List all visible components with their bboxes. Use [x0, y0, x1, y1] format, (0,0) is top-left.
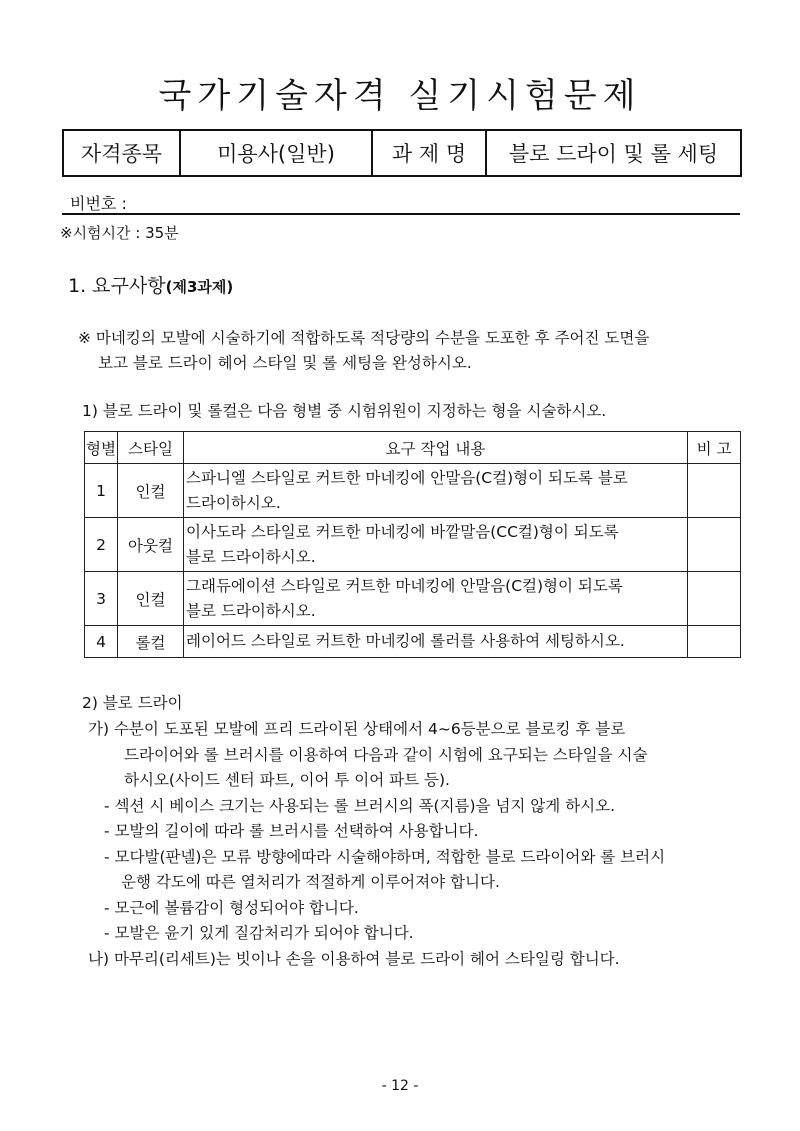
subsection-2-title: 2) 블로 드라이: [82, 694, 183, 712]
row-remarks: [688, 572, 741, 626]
row-content: [184, 518, 688, 572]
category-value: 미용사(일반): [180, 130, 372, 176]
exam-number-label: 비번호 :: [70, 194, 127, 213]
instruction-line: 가) 수분이 도포된 모발에 프리 드라이된 상태에서 4~6등분으로 블로킹 후 블로: [88, 720, 626, 738]
blow-dry-instructions: [88, 717, 758, 972]
table-row: [85, 572, 741, 626]
instruction-bullet: - 모발은 윤기 있게 질감처리가 되어야 합니다.: [104, 924, 414, 942]
row-content: [184, 626, 688, 658]
table-row: [85, 464, 741, 518]
header-content: 요구 작업 내용: [184, 432, 688, 464]
exam-time: ※시험시간 : 35분: [60, 224, 179, 242]
instruction-note: [78, 326, 649, 376]
row-content-line: 블로 드라이하시오.: [186, 601, 316, 620]
header-remarks: 비 고: [688, 432, 741, 464]
row-number: 1: [85, 464, 118, 518]
row-content: [184, 464, 688, 518]
row-content-line: 이사도라 스타일로 커트한 마네킹에 바깥말음(CC컬)형이 되도록: [186, 522, 619, 541]
row-style: 롤컬: [118, 626, 184, 658]
table-header-row: [85, 432, 741, 464]
row-style: 아웃컬: [118, 518, 184, 572]
exam-number-line: [62, 189, 740, 215]
row-style: 인컬: [118, 464, 184, 518]
row-content-line: 드라이하시오.: [186, 493, 281, 512]
subject-value: 블로 드라이 및 롤 세팅: [486, 130, 741, 176]
row-content-line: 스파니엘 스타일로 커트한 마네킹에 안말음(C컬)형이 되도록 블로: [186, 468, 628, 487]
header-style: 스타일: [118, 432, 184, 464]
requirements-table: [84, 431, 741, 658]
instruction-bullet: - 모다발(판넬)은 모류 방향에따라 시술해야하며, 적합한 블로 드라이어와 롤 브러시: [104, 847, 666, 866]
row-number: 3: [85, 572, 118, 626]
page-title: 국가기술자격 실기시험문제: [158, 76, 642, 116]
header-type: 형별: [85, 432, 118, 464]
instruction-line: 드라이어와 롤 브러시를 이용하여 다음과 같이 시험에 요구되는 스타일을 시술: [124, 745, 648, 764]
section-heading: [68, 271, 233, 298]
instruction-bullet: - 모근에 볼륨감이 형성되어야 합니다.: [104, 898, 359, 917]
row-content-line: 그래듀에이션 스타일로 커트한 마네킹에 안말음(C컬)형이 되도록: [186, 576, 623, 595]
row-remarks: [688, 518, 741, 572]
row-style: 인컬: [118, 572, 184, 626]
instruction-bullet: - 섹션 시 베이스 크기는 사용되는 롤 브러시의 폭(지름)을 넘지 않게 하시오.: [104, 796, 616, 815]
instruction-line: 운행 각도에 따른 열처리가 적절하게 이루어져야 합니다.: [121, 873, 500, 891]
row-content-line: 레이어드 스타일로 커트한 마네킹에 롤러를 사용하여 세팅하시오.: [186, 632, 625, 650]
section-heading-sub: (제3과제): [165, 278, 234, 296]
row-content: [184, 572, 688, 626]
note-line: ※ 마네킹의 모발에 시술하기에 적합하도록 적당량의 수분을 도포한 후 주어진 도면을: [78, 329, 650, 347]
row-number: 4: [85, 626, 118, 658]
instruction-bullet: - 모발의 길이에 따라 롤 브러시를 선택하여 사용합니다.: [104, 822, 479, 840]
instruction-line: 하시오(사이드 센터 파트, 이어 투 이어 파트 등).: [124, 771, 450, 789]
row-content-line: 블로 드라이하시오.: [186, 547, 316, 566]
subsection-1-title: 1) 블로 드라이 및 롤컬은 다음 형별 중 시험위원이 지정하는 형을 시술하시오.: [82, 402, 607, 420]
instruction-line: 나) 마무리(리세트)는 빗이나 손을 이용하여 블로 드라이 헤어 스타일링 합니다.: [88, 949, 620, 968]
table-row: [85, 626, 741, 658]
table-row: [85, 518, 741, 572]
row-remarks: [688, 464, 741, 518]
row-remarks: [688, 626, 741, 658]
row-number: 2: [85, 518, 118, 572]
note-line: 보고 블로 드라이 헤어 스타일 및 롤 세팅을 완성하시오.: [98, 354, 472, 372]
exam-info-table: [62, 129, 742, 177]
subject-label: 과 제 명: [372, 130, 486, 176]
section-heading-text: 1. 요구사항: [68, 275, 166, 297]
page-number: - 12 -: [381, 1078, 419, 1094]
category-label: 자격종목: [63, 130, 180, 176]
